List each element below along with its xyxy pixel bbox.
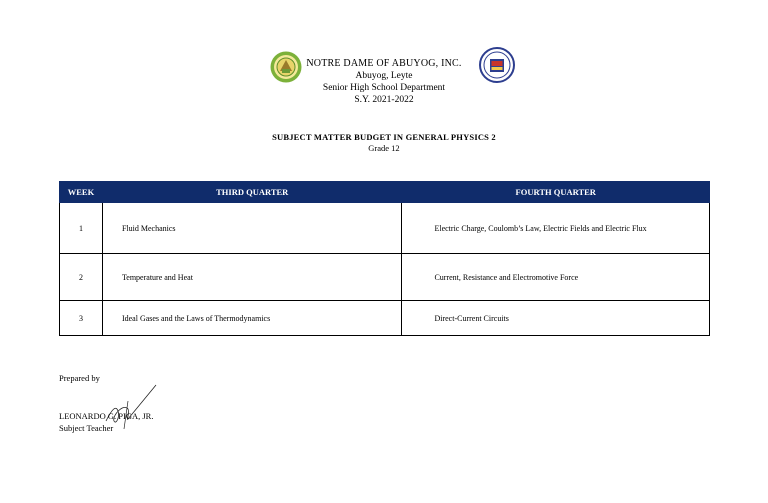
fourth-quarter-cell: Electric Charge, Coulomb’s Law, Electric Fields and Electric Flux [402,203,710,254]
department: Senior High School Department [322,83,446,93]
document-title-block [0,132,768,154]
table-header-row [60,182,710,203]
budget-table [59,181,710,336]
third-quarter-cell: Fluid Mechanics [102,203,402,254]
fourth-quarter-cell: Direct-Current Circuits [402,301,710,336]
table-row [60,301,710,336]
school-name: NOTRE DAME OF ABUYOG, INC. [306,58,462,69]
week-cell: 2 [60,254,103,301]
third-quarter-cell: Temperature and Heat [102,254,402,301]
prepared-by-label: Prepared by [59,373,100,383]
third-quarter-cell: Ideal Gases and the Laws of Thermodynamics [102,301,402,336]
week-cell: 1 [60,203,103,254]
signatory-block [59,410,153,434]
fourth-quarter-cell: Current, Resistance and Electromotive Force [402,254,710,301]
signatory-role: Subject Teacher [59,423,114,433]
document-title: SUBJECT MATTER BUDGET IN GENERAL PHYSICS 2 [272,132,496,142]
school-header [0,58,768,106]
header-week: WEEK [60,182,103,203]
header-fourth-quarter: FOURTH QUARTER [402,182,710,203]
table-row [60,203,710,254]
school-location: Abuyog, Leyte [355,71,413,81]
grade-level: Grade 12 [368,143,400,153]
school-year: S.Y. 2021-2022 [354,95,414,105]
week-cell: 3 [60,301,103,336]
header-third-quarter: THIRD QUARTER [102,182,402,203]
table-row [60,254,710,301]
signatory-name: LEONARDO G. PIGA, JR. [59,411,154,421]
